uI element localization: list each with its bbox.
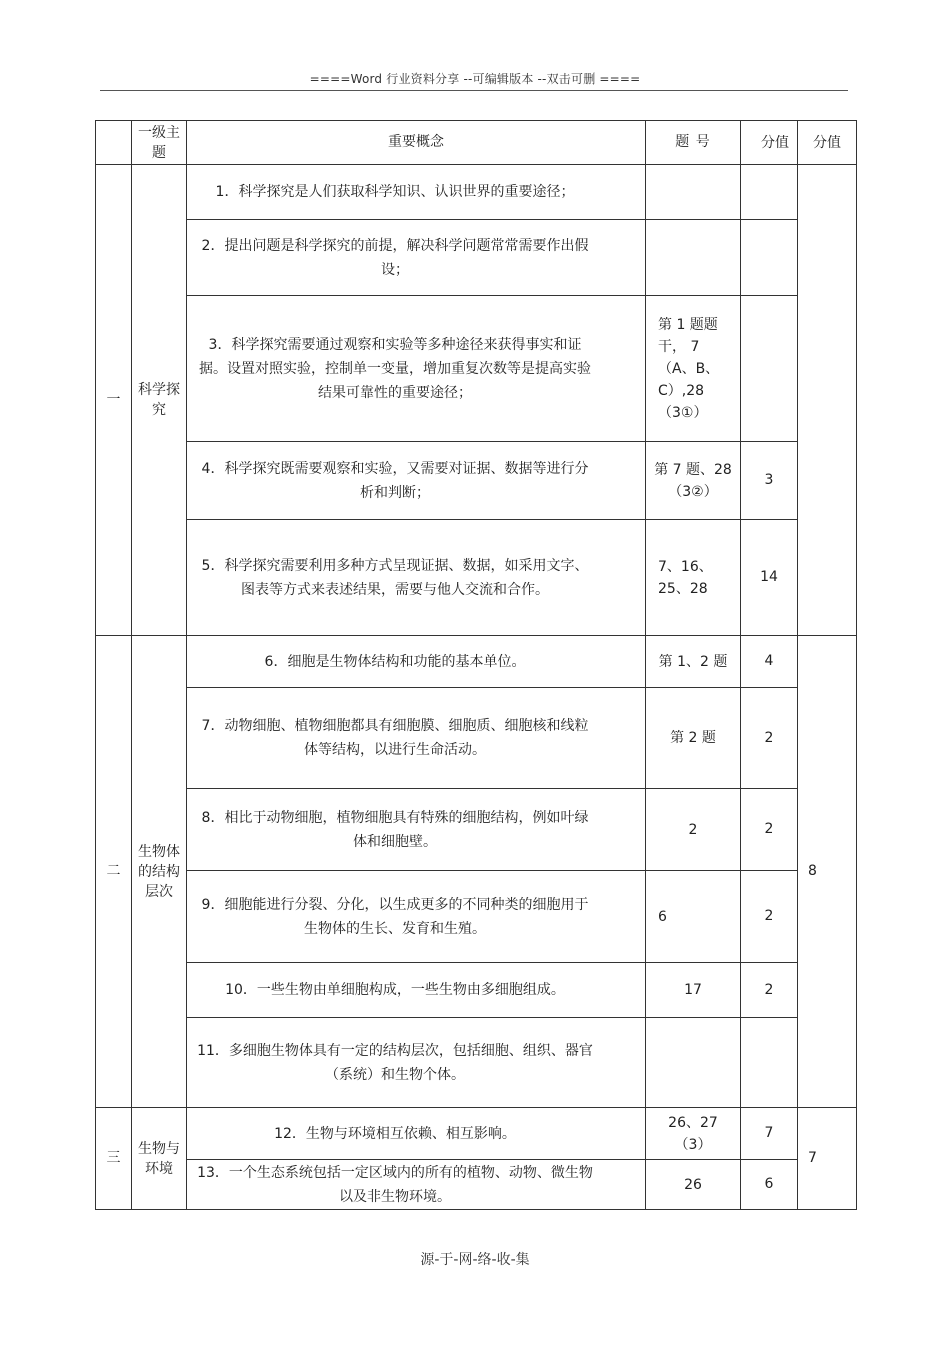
table-row xyxy=(96,1108,857,1160)
section-topic: 生物体的结构层次 xyxy=(132,636,187,1108)
table-row xyxy=(96,871,857,963)
score-cell: 3 xyxy=(741,442,798,520)
header-total: 分值 xyxy=(798,121,857,165)
concept-cell: 8．相比于动物细胞，植物细胞具有特殊的细胞结构，例如叶绿体和细胞壁。 xyxy=(187,789,646,871)
section-total: 7 xyxy=(798,1108,857,1210)
concept-cell: 2．提出问题是科学探究的前提，解决科学问题常常需要作出假设； xyxy=(187,220,646,296)
header-question: 题 号 xyxy=(646,121,741,165)
header-score: 分值 xyxy=(741,121,798,165)
table-row xyxy=(96,296,857,442)
question-cell: 7、16、25、28 xyxy=(646,520,741,636)
question-cell: 第 7 题、28（3②） xyxy=(646,442,741,520)
page-footer: 源-于-网-络-收-集 xyxy=(420,1252,530,1268)
table-row xyxy=(96,963,857,1018)
concept-cell: 9．细胞能进行分裂、分化，以生成更多的不同种类的细胞用于生物体的生长、发育和生殖。 xyxy=(187,871,646,963)
score-cell: 2 xyxy=(741,688,798,789)
question-cell: 6 xyxy=(646,871,741,963)
section-num: 一 xyxy=(96,165,132,636)
concept-cell: 10．一些生物由单细胞构成，一些生物由多细胞组成。 xyxy=(187,963,646,1018)
concept-table xyxy=(95,120,857,1210)
table-row xyxy=(96,789,857,871)
concept-cell: 1．科学探究是人们获取科学知识、认识世界的重要途径； xyxy=(187,165,646,220)
score-cell: 14 xyxy=(741,520,798,636)
section-topic: 生物与环境 xyxy=(132,1108,187,1210)
concept-cell: 6．细胞是生物体结构和功能的基本单位。 xyxy=(187,636,646,688)
table-row xyxy=(96,1018,857,1108)
table-row xyxy=(96,688,857,789)
score-cell: 4 xyxy=(741,636,798,688)
score-cell: 7 xyxy=(741,1108,798,1160)
table-row xyxy=(96,165,857,220)
table-row xyxy=(96,1160,857,1210)
question-cell: 第 1、2 题 xyxy=(646,636,741,688)
concept-cell: 4．科学探究既需要观察和实验，又需要对证据、数据等进行分析和判断； xyxy=(187,442,646,520)
section-total xyxy=(798,165,857,636)
question-cell: 17 xyxy=(646,963,741,1018)
score-cell: 2 xyxy=(741,963,798,1018)
table-row xyxy=(96,442,857,520)
score-cell xyxy=(741,165,798,220)
section-total: 8 xyxy=(798,636,857,1108)
question-cell: 26 xyxy=(646,1160,741,1210)
question-cell xyxy=(646,1018,741,1108)
section-num: 二 xyxy=(96,636,132,1108)
concept-cell: 11．多细胞生物体具有一定的结构层次，包括细胞、组织、器官（系统）和生物个体。 xyxy=(187,1018,646,1108)
score-cell: 2 xyxy=(741,871,798,963)
page-header: ====Word 行业资料分享 --可编辑版本 --双击可删 ==== xyxy=(309,72,641,86)
header-rule xyxy=(100,90,848,91)
concept-cell: 13．一个生态系统包括一定区域内的所有的植物、动物、微生物以及非生物环境。 xyxy=(187,1160,646,1210)
question-cell: 26、27（3） xyxy=(646,1108,741,1160)
score-cell: 6 xyxy=(741,1160,798,1210)
section-num: 三 xyxy=(96,1108,132,1210)
concept-cell: 3．科学探究需要通过观察和实验等多种途径来获得事实和证据。设置对照实验，控制单一变量，增加重复次数等是提高实验结果可靠性的重要途径； xyxy=(187,296,646,442)
question-cell: 第 1 题题干， 7（A、B、C）,28（3①） xyxy=(646,296,741,442)
score-cell xyxy=(741,220,798,296)
concept-cell: 12．生物与环境相互依赖、相互影响。 xyxy=(187,1108,646,1160)
table-row xyxy=(96,220,857,296)
question-cell xyxy=(646,165,741,220)
header-num xyxy=(96,121,132,165)
score-cell xyxy=(741,1018,798,1108)
section-topic: 科学探究 xyxy=(132,165,187,636)
concept-cell: 7．动物细胞、植物细胞都具有细胞膜、细胞质、细胞核和线粒体等结构，以进行生命活动。 xyxy=(187,688,646,789)
question-cell: 2 xyxy=(646,789,741,871)
question-cell: 第 2 题 xyxy=(646,688,741,789)
table-header-row xyxy=(96,121,857,165)
score-cell: 2 xyxy=(741,789,798,871)
score-cell xyxy=(741,296,798,442)
concept-cell: 5．科学探究需要利用多种方式呈现证据、数据，如采用文字、图表等方式来表述结果，需要与他人交流和合作。 xyxy=(187,520,646,636)
header-topic: 一级主题 xyxy=(132,121,187,165)
question-cell xyxy=(646,220,741,296)
table-row xyxy=(96,636,857,688)
table-row xyxy=(96,520,857,636)
header-concept: 重要概念 xyxy=(187,121,646,165)
